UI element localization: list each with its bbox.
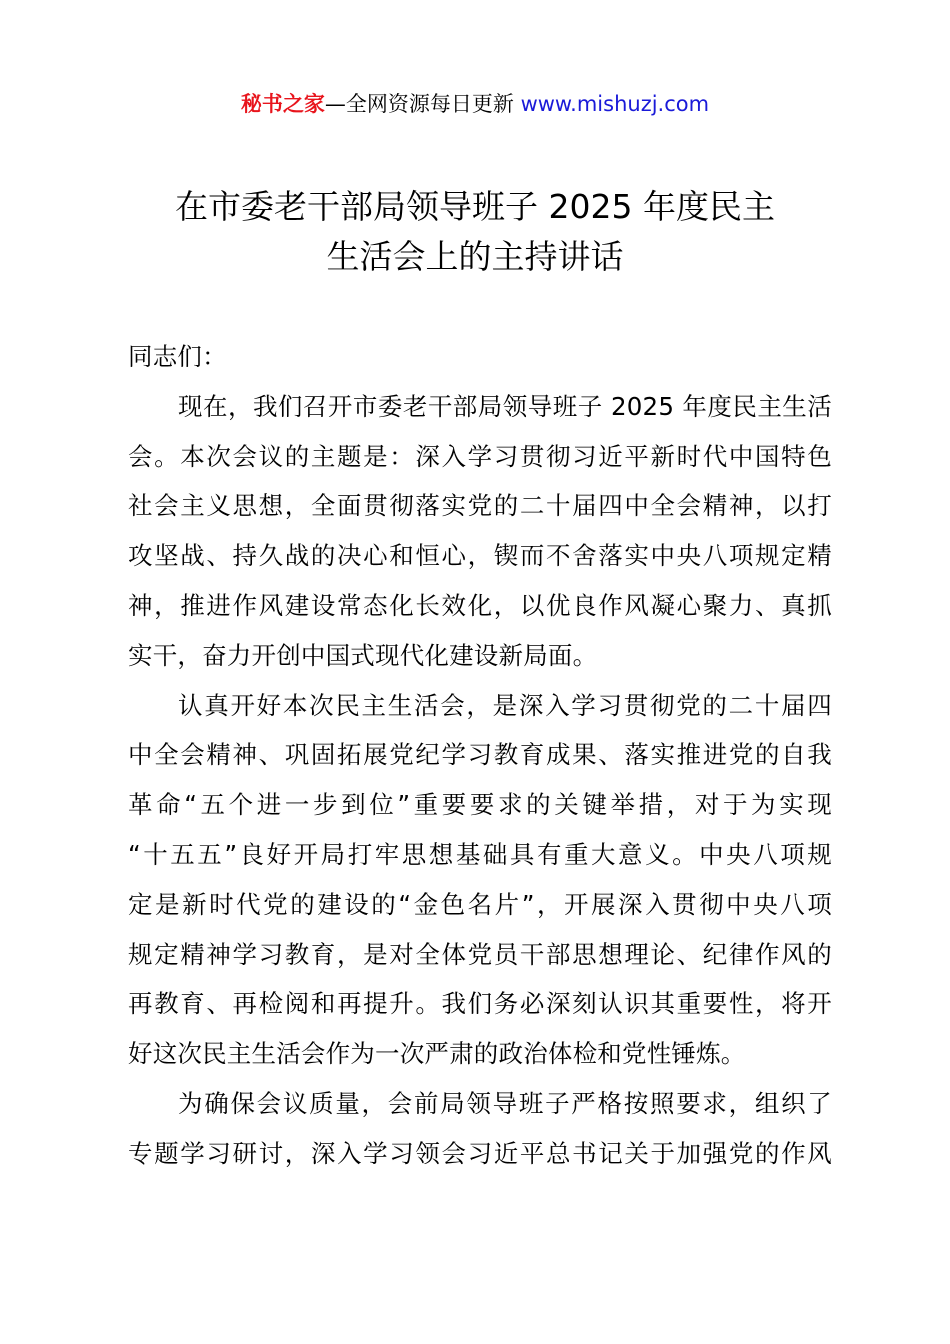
text-line: 定是新时代党的建设的“金色名片”，开展深入贯彻中央八项	[128, 889, 832, 919]
text-line: 好这次民主生活会作为一次严肃的政治体检和党性锤炼。	[128, 1039, 746, 1069]
text-line: 实干，奋力开创中国式现代化建设新局面。	[128, 640, 598, 670]
salutation: 同志们：	[128, 342, 227, 371]
text-line: 社会主义思想，全面贯彻落实党的二十届四中全会精神，以打	[128, 491, 832, 521]
text-line: 会。本次会议的主题是：深入学习贯彻习近平新时代中国特色	[128, 441, 832, 471]
paragraph	[128, 382, 832, 681]
paragraph	[128, 681, 832, 1079]
paragraph	[128, 1079, 832, 1179]
banner-slogan: —全网资源每日更新	[324, 92, 514, 116]
text-line: 攻坚战、持久战的决心和恒心，锲而不舍落实中央八项规定精	[128, 541, 832, 571]
text-line: 专题学习研讨，深入学习领会习近平总书记关于加强党的作风	[128, 1138, 832, 1168]
brand-name: 秘书之家	[240, 92, 325, 116]
text-line: 现在，我们召开市委老干部局领导班子 2025 年度民主生活	[178, 391, 832, 421]
text-line: 为确保会议质量，会前局领导班子严格按照要求，组织了	[178, 1088, 832, 1118]
text-line: 中全会精神、巩固拓展党纪学习教育成果、落实推进党的自我	[128, 740, 832, 770]
text-line: 神，推进作风建设常态化长效化，以优良作风凝心聚力、真抓	[128, 590, 832, 620]
text-line: 再教育、再检阅和再提升。我们务必深刻认识其重要性，将开	[128, 989, 832, 1019]
site-banner	[0, 88, 950, 120]
text-line: “十五五”良好开局打牢思想基础具有重大意义。中央八项规	[128, 839, 832, 869]
document-body	[128, 332, 832, 1179]
text-line: 革命“五个进一步到位”重要要求的关键举措，对于为实现	[128, 790, 832, 820]
title-line: 生活会上的主持讲话	[326, 237, 624, 276]
text-line: 规定精神学习教育，是对全体党员干部思想理论、纪律作风的	[128, 939, 832, 969]
text-line: 认真开好本次民主生活会，是深入学习贯彻党的二十届四	[178, 690, 832, 720]
document-title	[0, 182, 950, 282]
site-url-link[interactable]: www.mishuzj.com	[520, 92, 710, 116]
title-line: 在市委老干部局领导班子 2025 年度民主	[175, 187, 775, 226]
